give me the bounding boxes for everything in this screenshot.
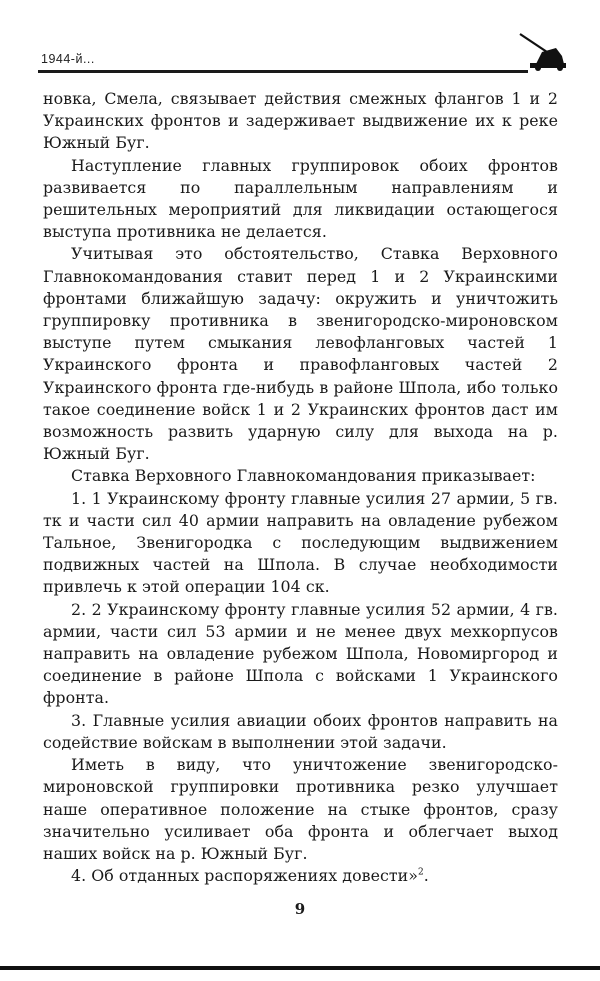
paragraph-continuation: новка, Смела, связывает действия смежных флангов 1 и 2 Украинских фронтов и задерживает выдвижение их к реке Южный Буг. bbox=[43, 89, 558, 153]
artillery-gun-icon bbox=[516, 30, 568, 74]
running-header bbox=[38, 44, 568, 74]
trailing-period: . bbox=[423, 866, 429, 886]
paragraph: Ставка Верховного Главнокомандования приказывает: bbox=[71, 466, 536, 486]
running-title: 1944-й... bbox=[41, 52, 95, 66]
order-item-4-text: 4. Об отданных распоряжениях довести» bbox=[71, 866, 418, 886]
paragraph: Наступление главных группировок обоих фронтов развивается по параллельным направлениям и решительных мероприятий для ликвидации остающегося выступа противника не делается. bbox=[43, 155, 558, 242]
page-body bbox=[43, 88, 558, 887]
order-item-2: 2. 2 Украинскому фронту главные усилия 52 армии, 4 гв. армии, части сил 53 армии и не менее двух мехкорпусов направить на овладение рубежом Шпола, Новомиргород и соединение в районе Шпола с войсками 1 Украинского фронта. bbox=[43, 599, 558, 708]
paragraph: Учитывая это обстоятельство, Ставка Верховного Главнокомандования ставит перед 1 и 2 Украинскими фронтами ближайшую задачу: окружить и уничтожить группировку противника в звенигородско-мироновском выступе путем смыкания левофланговых частей 1 Украинского фронта и правофланговых частей 2 Украинского фронта где-нибудь в районе Шпола, ибо только такое соединение войск 1 и 2 Украинских фронтов даст им возможность развить ударную силу для выхода на р. Южный Буг. bbox=[43, 244, 558, 464]
header-rule bbox=[38, 70, 528, 73]
order-item-4 bbox=[43, 865, 558, 887]
paragraph: Иметь в виду, что уничтожение звенигородско-мироновской группировки противника резко улучшает наше оперативное положение на стыке фронтов, сразу значительно усиливает оба фронта и облегчает выход наших войск на р. Южный Буг. bbox=[43, 755, 558, 863]
order-item-3: 3. Главные усилия авиации обоих фронтов направить на содействие войскам в выполнении этой задачи. bbox=[43, 710, 558, 752]
order-item-1: 1. 1 Украинскому фронту главные усилия 27 армии, 5 гв. тк и части сил 40 армии направить на овладение рубежом Тальное, Звенигородка с последующим выдвижением подвижных частей на Шпола. В случае необходимости привлечь к этой операции 104 ск. bbox=[43, 488, 558, 597]
bottom-rule bbox=[0, 966, 600, 970]
footnote-reference: 2 bbox=[417, 867, 424, 878]
page-number: 9 bbox=[294, 900, 306, 918]
